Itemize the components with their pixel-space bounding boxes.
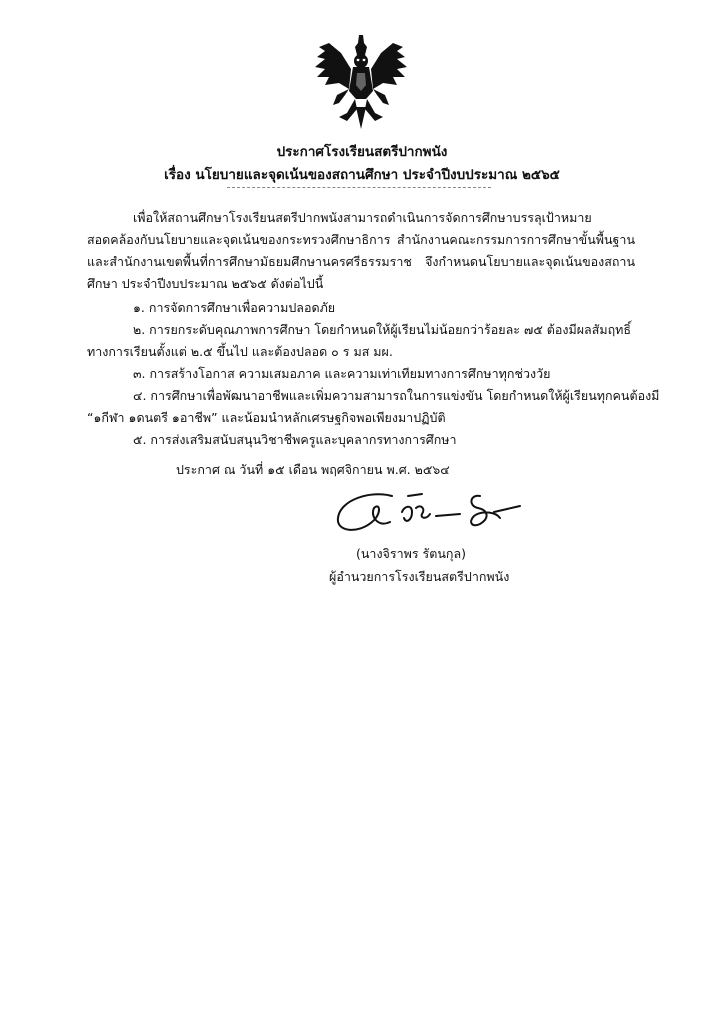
document-title: ประกาศโรงเรียนสตรีปากพนัง — [276, 144, 448, 160]
intro-paragraph: เพื่อให้สถานศึกษาโรงเรียนสตรีปากพนังสามารถดำเนินการจัดการศึกษาบรรลุเป้าหมาย สอดคล้องกับนโยบายและจุดเน้นของกระทรวงศึกษาธิการ สำนักงานคณะกรรมการการศึกษาขั้นพื้นฐาน และสำนักงานเขตพื้นที่การศึกษามัธยมศึกษานครศรีธรรมราช จึงกำหนดนโยบายและจุดเน้นของสถานศึกษา ประจำปีงบประมาณ ๒๕๖๕ ดังต่อไปนี้ — [87, 210, 635, 291]
policy-item-1: ๑. การจัดการศึกษาเพื่อความปลอดภัย — [133, 300, 336, 315]
policy-item-2: ๒. การยกระดับคุณภาพการศึกษา โดยกำหนดให้ผู้เรียนไม่น้อยกว่าร้อยละ ๗๕ ต้องมีผลสัมฤทธิ์ — [133, 322, 632, 337]
signer-name: (นางจิราพร รัตนกุล) — [356, 546, 467, 561]
policy-item-2-continued: ทางการเรียนตั้งแต่ ๒.๕ ขึ้นไป และต้องปลอด ๐ ร มส มผ. — [87, 344, 393, 359]
divider — [227, 187, 491, 188]
document-subject: เรื่อง นโยบายและจุดเน้นของสถานศึกษา ประจำปีงบประมาณ ๒๕๖๕ — [164, 167, 560, 183]
announcement-date: ประกาศ ณ วันที่ ๑๕ เดือน พฤศจิกายน พ.ศ. ๒๕๖๔ — [176, 462, 450, 477]
policy-item-4: ๔. การศึกษาเพื่อพัฒนาอาชีพและเพิ่มความสามารถในการแข่งขัน โดยกำหนดให้ผู้เรียนทุกคนต้องมี — [133, 388, 660, 403]
policy-item-4-continued: “๑กีฬา ๑ดนตรี ๑อาชีพ” และน้อมนำหลักเศรษฐกิจพอเพียงมาปฏิบัติ — [87, 410, 446, 425]
policy-item-3: ๓. การสร้างโอกาส ความเสมอภาค และความเท่าเทียมทางการศึกษาทุกช่วงวัย — [133, 366, 551, 381]
policy-item-5: ๕. การส่งเสริมสนับสนุนวิชาชีพครูและบุคลากรทางการศึกษา — [133, 432, 457, 447]
garuda-emblem-icon — [311, 33, 411, 131]
signer-position: ผู้อำนวยการโรงเรียนสตรีปากพนัง — [329, 569, 510, 584]
handwritten-signature — [330, 482, 530, 542]
